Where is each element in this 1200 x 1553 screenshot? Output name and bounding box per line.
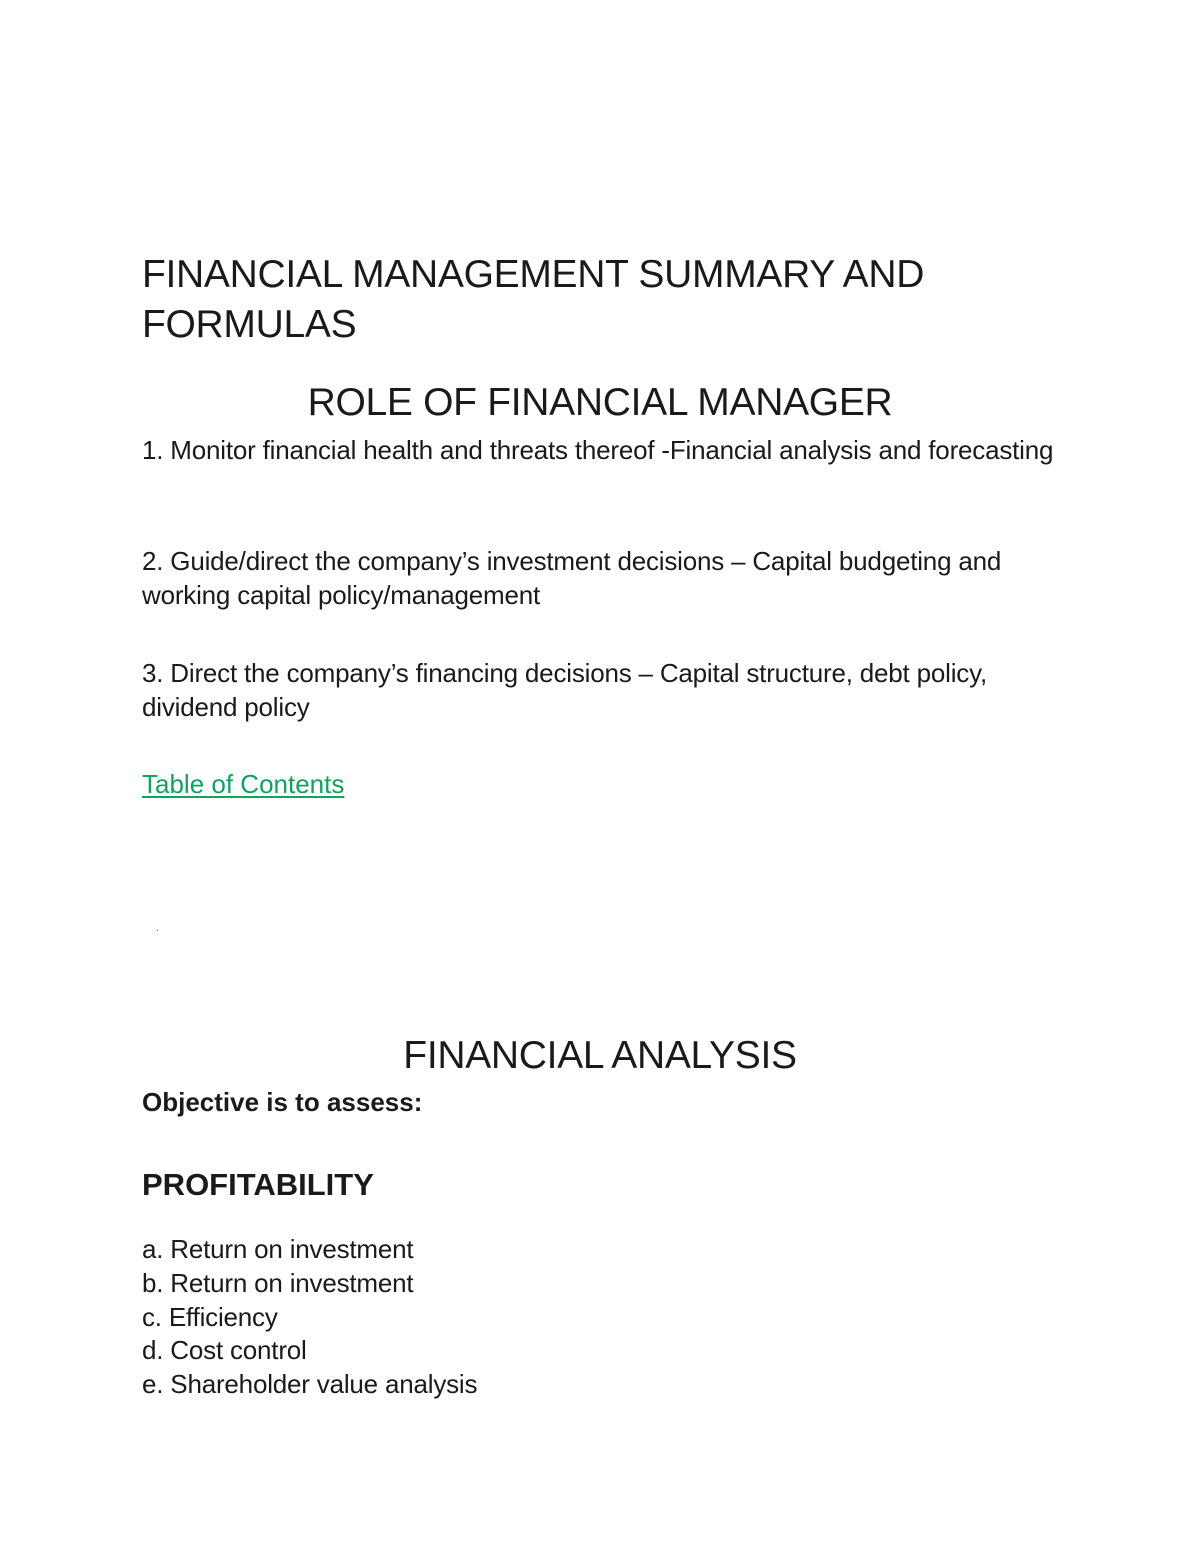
document-title: FINANCIAL MANAGEMENT SUMMARY AND FORMULAS bbox=[142, 253, 925, 346]
list-item: b. Return on investment bbox=[142, 1267, 414, 1298]
objective-label: Objective is to assess: bbox=[142, 1087, 423, 1117]
analysis-section-heading: FINANCIAL ANALYSIS bbox=[403, 1034, 797, 1077]
list-item: a. Return on investment bbox=[142, 1234, 414, 1264]
stray-mark: . bbox=[156, 923, 159, 934]
profitability-heading: PROFITABILITY bbox=[142, 1167, 374, 1202]
role-item-1: 1. Monitor financial health and threats thereof -Financial analysis and forecasting bbox=[142, 435, 1054, 465]
list-item: d. Cost control bbox=[142, 1335, 307, 1366]
table-of-contents-link[interactable]: Table of Contents bbox=[142, 769, 345, 799]
list-item: c. Efficiency bbox=[142, 1301, 278, 1332]
role-item-2: 2. Guide/direct the company’s investment decisions – Capital budgeting and working capital policy/management bbox=[142, 546, 1002, 610]
profitability-list bbox=[142, 1233, 1042, 1402]
role-item-3: 3. Direct the company’s financing decisions – Capital structure, debt policy, dividend policy bbox=[142, 658, 987, 722]
list-item: e. Shareholder value analysis bbox=[142, 1369, 478, 1400]
role-section-heading: ROLE OF FINANCIAL MANAGER bbox=[307, 381, 893, 424]
